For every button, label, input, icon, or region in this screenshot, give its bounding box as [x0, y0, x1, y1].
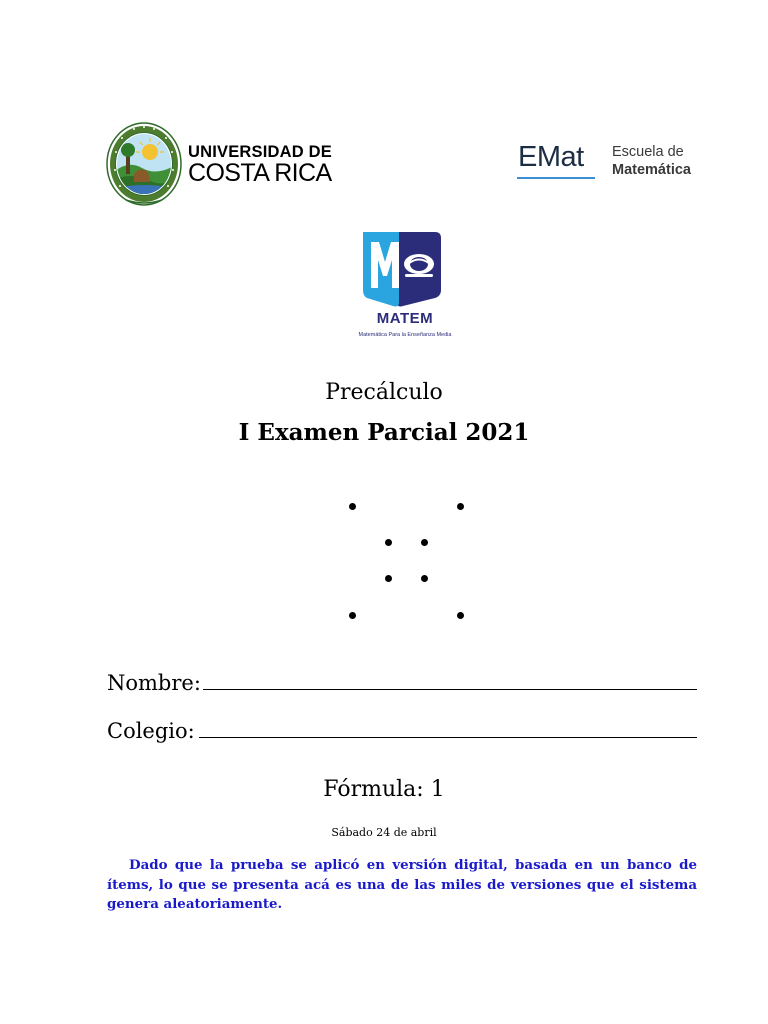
school-label: Colegio:	[107, 719, 195, 743]
school-input-line[interactable]	[199, 737, 697, 738]
dot	[457, 612, 464, 619]
emat-wordmark: EMat	[518, 141, 584, 173]
matem-mark-icon	[359, 228, 445, 308]
emat-school-line1: Escuela de	[612, 144, 684, 160]
matem-subtitle: Matemática Para la Enseñanza Media	[358, 332, 452, 338]
dot	[385, 575, 392, 582]
exam-date: Sábado 24 de abril	[331, 826, 437, 839]
dot	[349, 612, 356, 619]
matem-logo	[330, 228, 480, 346]
dot	[421, 539, 428, 546]
ucr-name-line1: UNIVERSIDAD DE	[188, 143, 332, 161]
emat-logo	[516, 140, 706, 184]
ucr-wordmark	[188, 143, 332, 185]
dot	[349, 503, 356, 510]
name-input-line[interactable]	[203, 689, 697, 690]
emat-underline	[517, 177, 595, 179]
dot	[457, 503, 464, 510]
ucr-seal-icon	[106, 122, 182, 208]
ucr-logo	[106, 122, 332, 208]
course-title: Precálculo	[325, 380, 443, 405]
name-label: Nombre:	[107, 671, 201, 695]
exam-title: I Examen Parcial 2021	[238, 419, 530, 446]
dot	[385, 539, 392, 546]
formula-number: Fórmula: 1	[323, 777, 445, 802]
matem-name: MATEM	[376, 310, 434, 327]
ucr-name-line2: COSTA RICA	[188, 159, 332, 187]
emat-school-line2: Matemática	[612, 162, 691, 178]
dot	[421, 575, 428, 582]
digital-version-notice: Dado que la prueba se aplicó en versión digital, basada en un banco de ítems, lo que se presenta acá es una de las miles de versiones que el sistema genera aleatoriamente.	[107, 857, 697, 912]
